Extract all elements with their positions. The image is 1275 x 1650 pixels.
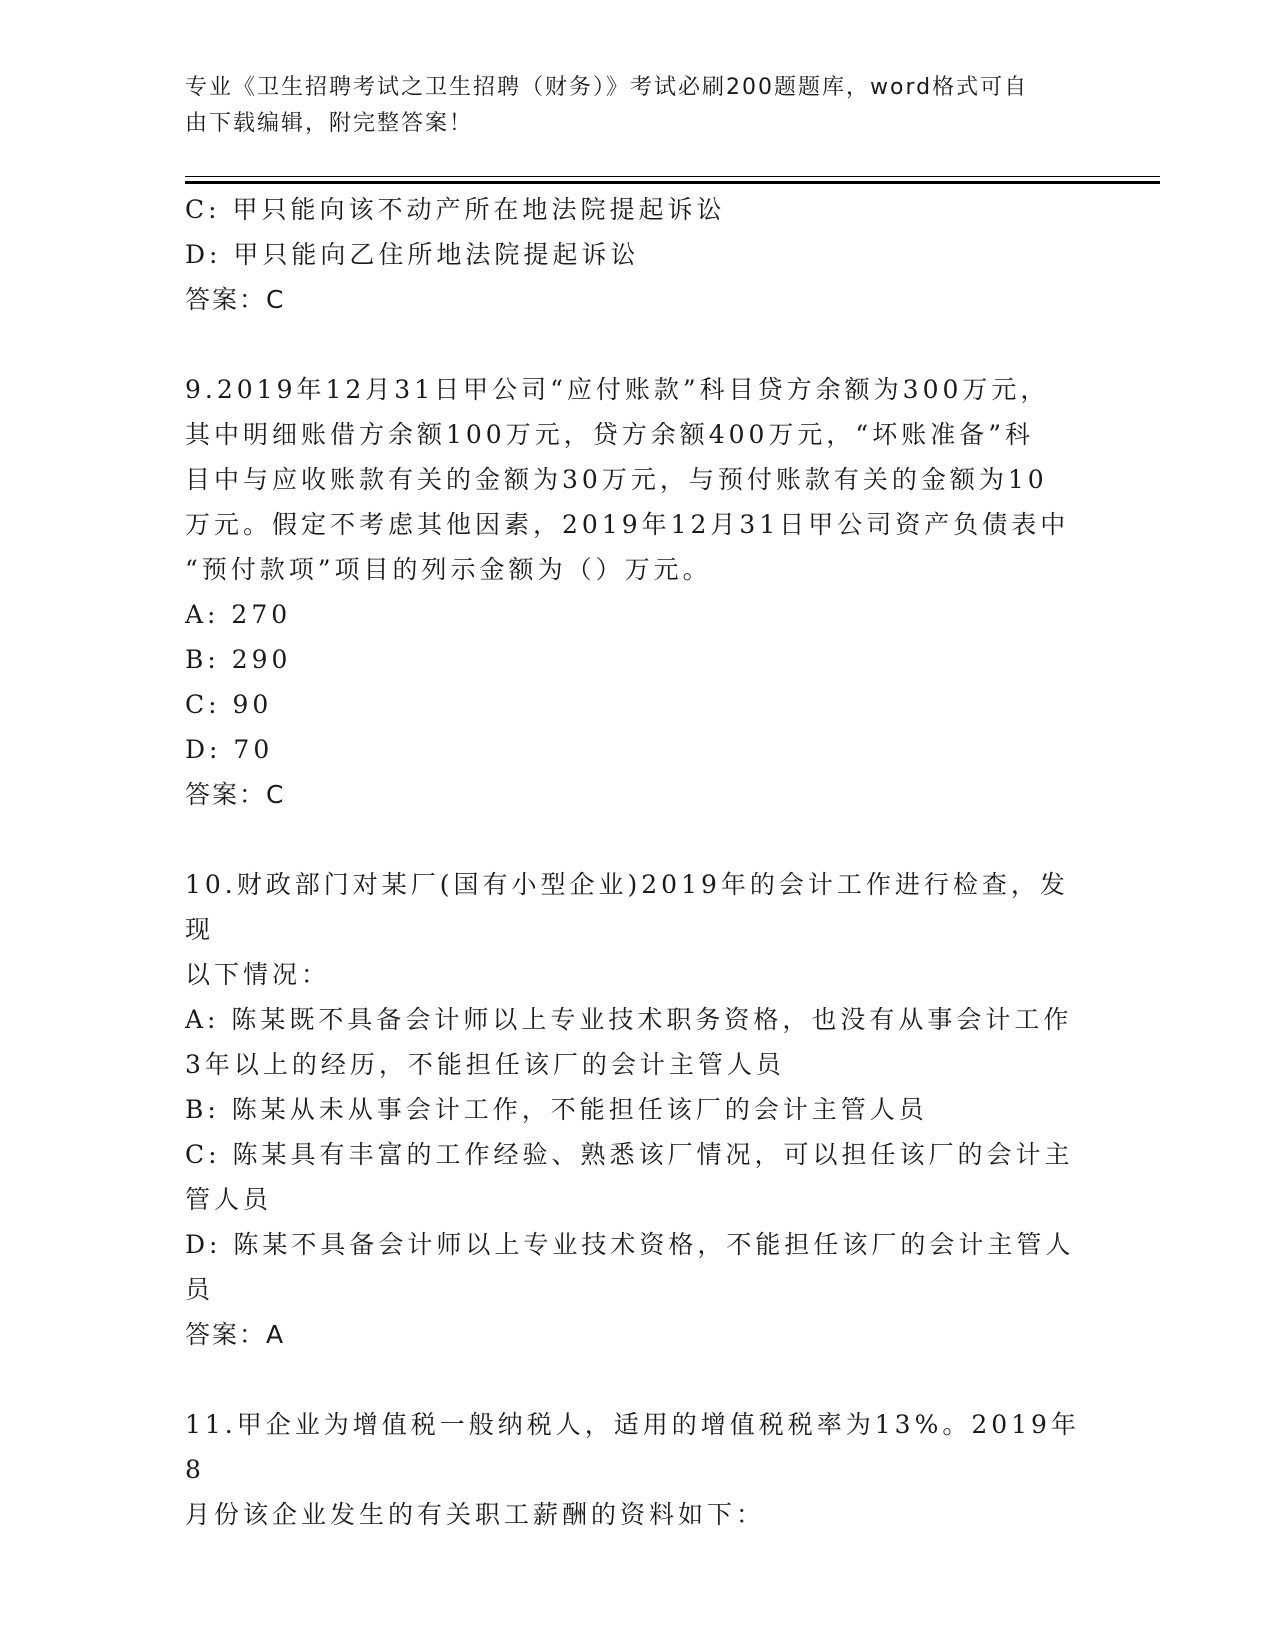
option-d: D: 甲只能向乙住所地法院提起诉讼 xyxy=(185,240,640,269)
option-c-continued: 管人员 xyxy=(185,1185,273,1214)
answer: 答案：C xyxy=(185,780,286,809)
question-stem-line: 11.甲企业为增值税一般纳税人，适用的增值税税率为13%。2019年8 xyxy=(185,1410,1080,1484)
header-line-2: 由下载编辑，附完整答案！ xyxy=(185,111,474,136)
question-10 xyxy=(185,862,1085,1357)
question-11 xyxy=(185,1402,1085,1537)
answer: 答案：C xyxy=(185,285,286,314)
option-c: C: 90 xyxy=(185,690,273,719)
option-a-continued: 3年以上的经历，不能担任该厂的会计主管人员 xyxy=(185,1050,785,1079)
question-9 xyxy=(185,367,1085,817)
option-d: D: 陈某不具备会计师以上专业技术资格，不能担任该厂的会计主管人 xyxy=(185,1230,1075,1259)
document-header xyxy=(185,70,1065,142)
document-body xyxy=(185,187,1085,1537)
option-b: B: 陈某从未从事会计工作，不能担任该厂的会计主管人员 xyxy=(185,1095,928,1124)
question-stem-line: 10.财政部门对某厂(国有小型企业)2019年的会计工作进行检查，发现 xyxy=(185,870,1069,944)
question-stem-line: “预付款项”项目的列示金额为（）万元。 xyxy=(185,555,712,584)
option-c: C: 甲只能向该不动产所在地法院提起诉讼 xyxy=(185,195,726,224)
question-stem-line: 目中与应收账款有关的金额为30万元，与预付账款有关的金额为10 xyxy=(185,465,1048,494)
header-line-1: 专业《卫生招聘考试之卫生招聘（财务）》考试必刷200题题库，word格式可自 xyxy=(185,75,1029,100)
option-a: A: 陈某既不具备会计师以上专业技术职务资格，也没有从事会计工作 xyxy=(185,1005,1073,1034)
option-a: A: 270 xyxy=(185,600,292,629)
answer: 答案：A xyxy=(185,1320,286,1349)
option-b: B: 290 xyxy=(185,645,292,674)
previous-question xyxy=(185,187,1085,322)
option-d-continued: 员 xyxy=(185,1275,215,1304)
question-stem-line: 9.2019年12月31日甲公司“应付账款”科目贷方余额为300万元， xyxy=(185,375,1050,404)
header-rule-thick xyxy=(185,181,1160,184)
header-rule-thin xyxy=(185,176,1160,177)
question-stem-line: 其中明细账借方余额100万元，贷方余额400万元，“坏账准备”科 xyxy=(185,420,1034,449)
question-stem-line: 以下情况： xyxy=(185,960,331,989)
option-d: D: 70 xyxy=(185,735,274,764)
question-stem-line: 万元。假定不考虑其他因素，2019年12月31日甲公司资产负债表中 xyxy=(185,510,1070,539)
option-c: C: 陈某具有丰富的工作经验、熟悉该厂情况，可以担任该厂的会计主 xyxy=(185,1140,1074,1169)
question-stem-line: 月份该企业发生的有关职工薪酬的资料如下： xyxy=(185,1500,766,1529)
